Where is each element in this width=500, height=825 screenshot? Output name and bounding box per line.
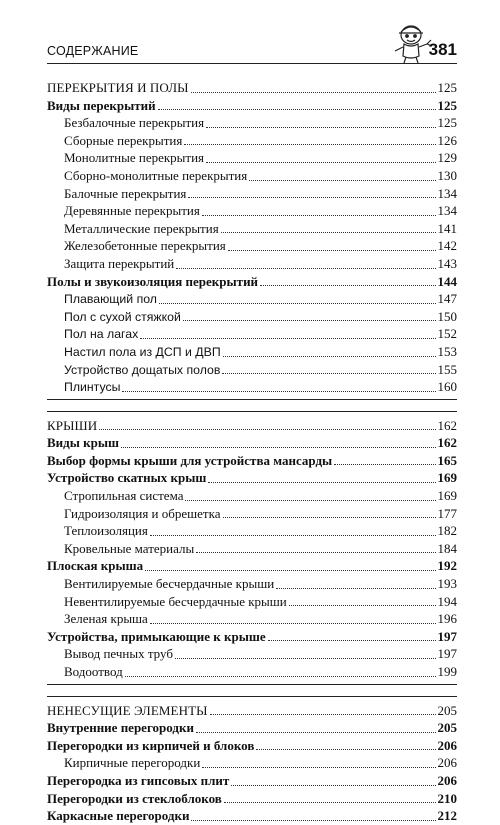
toc-entry-page: 162 <box>437 417 457 433</box>
toc-entry-title: Внутренние перегородки <box>47 720 194 736</box>
toc-entry-title: Вентилируемые бесчердачные крыши <box>64 576 275 592</box>
toc-entry-title: Гидроизоляция и обрешетка <box>64 505 221 521</box>
toc-entry[interactable] <box>47 132 457 150</box>
dot-leader <box>224 801 436 803</box>
dot-leader <box>206 126 435 128</box>
toc-entry-page: 194 <box>437 593 457 609</box>
toc-entry-page: 126 <box>437 132 457 148</box>
toc-entry-page: 205 <box>437 702 457 718</box>
toc-entry-page: 205 <box>437 720 457 736</box>
dot-leader <box>202 766 435 768</box>
dot-leader <box>208 481 435 483</box>
toc-entry-title: Защита перекрытий <box>64 255 175 271</box>
dot-leader <box>159 302 436 304</box>
toc-entry-title: Перегородки из кирпичей и блоков <box>47 737 255 753</box>
toc-entry[interactable] <box>47 167 457 185</box>
toc-entry-title: Сборно-монолитные перекрытия <box>64 167 248 183</box>
toc-entry-page: 169 <box>437 470 457 486</box>
toc-entry[interactable] <box>47 719 457 737</box>
dot-leader <box>202 214 436 216</box>
toc-entry-page: 153 <box>437 343 457 359</box>
toc-entry-page: 196 <box>437 611 457 627</box>
toc-entry-page: 197 <box>437 646 457 662</box>
toc-entry-page: 129 <box>437 150 457 166</box>
toc-entry-title: Пол с сухой стяжкой <box>64 309 181 324</box>
toc-entry-title: Сборные перекрытия <box>64 132 183 148</box>
dot-leader <box>223 355 436 357</box>
toc-entry[interactable] <box>47 557 457 575</box>
toc-entry-title: Пол на лагах <box>64 327 139 342</box>
dot-leader <box>231 784 435 786</box>
toc-entry-title: Безбалочные перекрытия <box>64 115 205 131</box>
toc-entry[interactable] <box>47 628 457 646</box>
toc-entry-page: 147 <box>437 291 457 307</box>
toc-entry-page: 182 <box>437 523 457 539</box>
toc-entry[interactable] <box>47 575 457 593</box>
toc-entry-title: Теплоизоляция <box>64 523 148 539</box>
dot-leader <box>222 372 435 374</box>
toc-section <box>47 406 457 685</box>
toc-entry-page: 143 <box>437 255 457 271</box>
dot-leader <box>256 748 435 750</box>
toc-entry[interactable] <box>47 79 457 97</box>
toc-entry[interactable] <box>47 702 457 720</box>
dot-leader <box>188 196 435 198</box>
dot-leader <box>210 713 436 715</box>
page-number: 381 <box>428 40 457 59</box>
dot-leader <box>150 534 436 536</box>
toc-entry-title: Железобетонные перекрытия <box>64 238 226 254</box>
toc-entry-title: Перегородки из стеклоблоков <box>47 790 222 806</box>
toc-entry[interactable] <box>47 149 457 167</box>
toc-entry-title: КРЫШИ <box>47 417 98 433</box>
section-divider <box>47 411 457 412</box>
dot-leader <box>276 587 435 589</box>
toc-entry-page: 206 <box>437 755 457 771</box>
toc-entry-page: 125 <box>437 80 457 95</box>
dot-leader <box>185 499 435 501</box>
toc-entry-title: Водоотвод <box>64 664 123 679</box>
toc-section <box>47 691 457 825</box>
header-divider <box>47 63 457 64</box>
toc-entry-title: Деревянные перекрытия <box>64 203 200 219</box>
toc-entry[interactable] <box>47 522 457 540</box>
toc-entry-page: 152 <box>437 326 457 342</box>
section-divider <box>47 684 457 685</box>
toc-entry-page: 197 <box>437 628 457 644</box>
toc-entry-title: Полы и звукоизоляция перекрытий <box>47 273 259 289</box>
dot-leader <box>221 231 436 233</box>
toc-entry-title: Устройство скатных крыш <box>47 470 207 486</box>
toc-entry-page: 199 <box>437 664 457 679</box>
toc-entry-title: Плоская крыша <box>47 558 144 574</box>
toc-entry[interactable] <box>47 469 457 487</box>
toc-entry-page: 150 <box>437 308 457 324</box>
toc-entry[interactable] <box>47 540 457 558</box>
toc-entry-page: 130 <box>437 167 457 183</box>
toc-entry-title: Монолитные перекрытия <box>64 150 205 166</box>
dot-leader <box>122 390 435 392</box>
toc-entry[interactable] <box>47 593 457 611</box>
toc-entry[interactable] <box>47 790 457 808</box>
toc-entry[interactable] <box>47 452 457 470</box>
toc-entry-title: Виды крыш <box>47 435 119 451</box>
toc-entry-title: Устройства, примыкающие к крыше <box>47 628 266 644</box>
running-head: СОДЕРЖАНИЕ <box>47 44 139 58</box>
toc-entry[interactable] <box>47 737 457 755</box>
dot-leader <box>158 108 436 110</box>
dot-leader <box>206 161 435 163</box>
toc-section <box>47 74 457 400</box>
toc-entry-page: 206 <box>437 737 457 753</box>
toc-entry-page: 134 <box>437 185 457 201</box>
toc-entry-title: Балочные перекрытия <box>64 185 187 201</box>
toc-entry-page: 169 <box>437 488 457 504</box>
section-divider <box>47 399 457 400</box>
toc-entry-page: 142 <box>437 238 457 254</box>
dot-leader <box>125 675 436 677</box>
toc-entry-page: 160 <box>437 379 457 395</box>
toc-entry-title: Настил пола из ДСП и ДВП <box>64 344 221 359</box>
toc-entry-title: Стропильная система <box>64 488 184 504</box>
toc-entry[interactable] <box>47 645 457 663</box>
toc-entry-page: 141 <box>437 220 457 236</box>
toc-entry[interactable] <box>47 434 457 452</box>
toc-entry[interactable] <box>47 273 457 291</box>
toc-entry-page: 177 <box>437 505 457 521</box>
dot-leader <box>223 516 436 518</box>
toc-entry[interactable] <box>47 237 457 255</box>
toc-entry[interactable] <box>47 505 457 523</box>
toc-entry-title: Каркасные перегородки <box>47 808 190 824</box>
toc-entry-title: Металлические перекрытия <box>64 220 219 236</box>
toc-entry[interactable] <box>47 417 457 435</box>
dot-leader <box>183 319 436 321</box>
dot-leader <box>334 463 435 465</box>
toc-entry-page: 193 <box>437 576 457 592</box>
toc-entry-page: 162 <box>437 435 457 451</box>
dot-leader <box>289 604 436 606</box>
toc-entry-page: 125 <box>437 115 457 131</box>
toc-entry[interactable] <box>47 772 457 790</box>
toc-entry-page: 165 <box>437 452 457 468</box>
toc-entry-page: 134 <box>437 203 457 219</box>
section-divider <box>47 696 457 697</box>
toc-entry-page: 144 <box>437 273 457 289</box>
toc-entry-title: Кровельные материалы <box>64 540 195 556</box>
toc-entry-title: Зеленая крыша <box>64 611 148 627</box>
toc-entry-title: Плавающий пол <box>64 292 157 307</box>
toc-entry[interactable] <box>47 202 457 220</box>
toc-entry-title: Невентилируемые бесчердачные крыши <box>64 593 287 609</box>
toc-entry-title: Кирпичные перегородки <box>64 755 201 771</box>
toc-entry-page: 184 <box>437 540 457 556</box>
toc-entry[interactable] <box>47 308 457 326</box>
toc-entry[interactable] <box>47 290 457 308</box>
toc-entry[interactable] <box>47 807 457 825</box>
dot-leader <box>121 446 436 448</box>
dot-leader <box>249 179 435 181</box>
dot-leader <box>145 569 435 571</box>
toc-entry[interactable] <box>47 97 457 115</box>
toc-entry-title: Выбор формы крыши для устройства мансарды <box>47 452 333 468</box>
dot-leader <box>175 657 436 659</box>
toc-entry-title: ПЕРЕКРЫТИЯ И ПОЛЫ <box>47 80 189 95</box>
toc-entry-title: Виды перекрытий <box>47 97 156 113</box>
dot-leader <box>140 337 435 339</box>
dot-leader <box>150 622 436 624</box>
toc-entry-title: Плинтусы <box>64 380 121 395</box>
page-header <box>47 36 457 64</box>
dot-leader <box>228 249 436 251</box>
dot-leader <box>196 551 435 553</box>
toc-entry-title: Перегородка из гипсовых плит <box>47 772 230 788</box>
toc-entry[interactable] <box>47 663 457 681</box>
toc-entry[interactable] <box>47 378 457 396</box>
toc-entry[interactable] <box>47 325 457 343</box>
dot-leader <box>184 143 435 145</box>
dot-leader <box>191 819 435 821</box>
toc-entry[interactable] <box>47 361 457 379</box>
toc-entry[interactable] <box>47 343 457 361</box>
toc-entry[interactable] <box>47 610 457 628</box>
dot-leader <box>196 731 436 733</box>
dot-leader <box>260 284 435 286</box>
toc-entry-page: 192 <box>437 558 457 574</box>
dot-leader <box>99 428 435 430</box>
toc-entry-page: 155 <box>437 361 457 377</box>
toc-entry[interactable] <box>47 114 457 132</box>
table-of-contents <box>47 74 457 825</box>
toc-entry[interactable] <box>47 754 457 772</box>
dot-leader <box>191 91 436 93</box>
toc-entry[interactable] <box>47 255 457 273</box>
toc-entry[interactable] <box>47 185 457 203</box>
dot-leader <box>268 639 436 641</box>
dot-leader <box>176 267 435 269</box>
toc-entry-page: 206 <box>437 772 457 788</box>
toc-entry-title: Устройство дощатых полов <box>64 362 221 377</box>
toc-entry-page: 210 <box>437 790 457 806</box>
toc-entry[interactable] <box>47 220 457 238</box>
toc-entry-title: Вывод печных труб <box>64 646 173 662</box>
toc-entry-title: НЕНЕСУЩИЕ ЭЛЕМЕНТЫ <box>47 702 208 718</box>
toc-entry-page: 125 <box>437 97 457 113</box>
toc-entry-page: 212 <box>437 808 457 824</box>
toc-entry[interactable] <box>47 487 457 505</box>
